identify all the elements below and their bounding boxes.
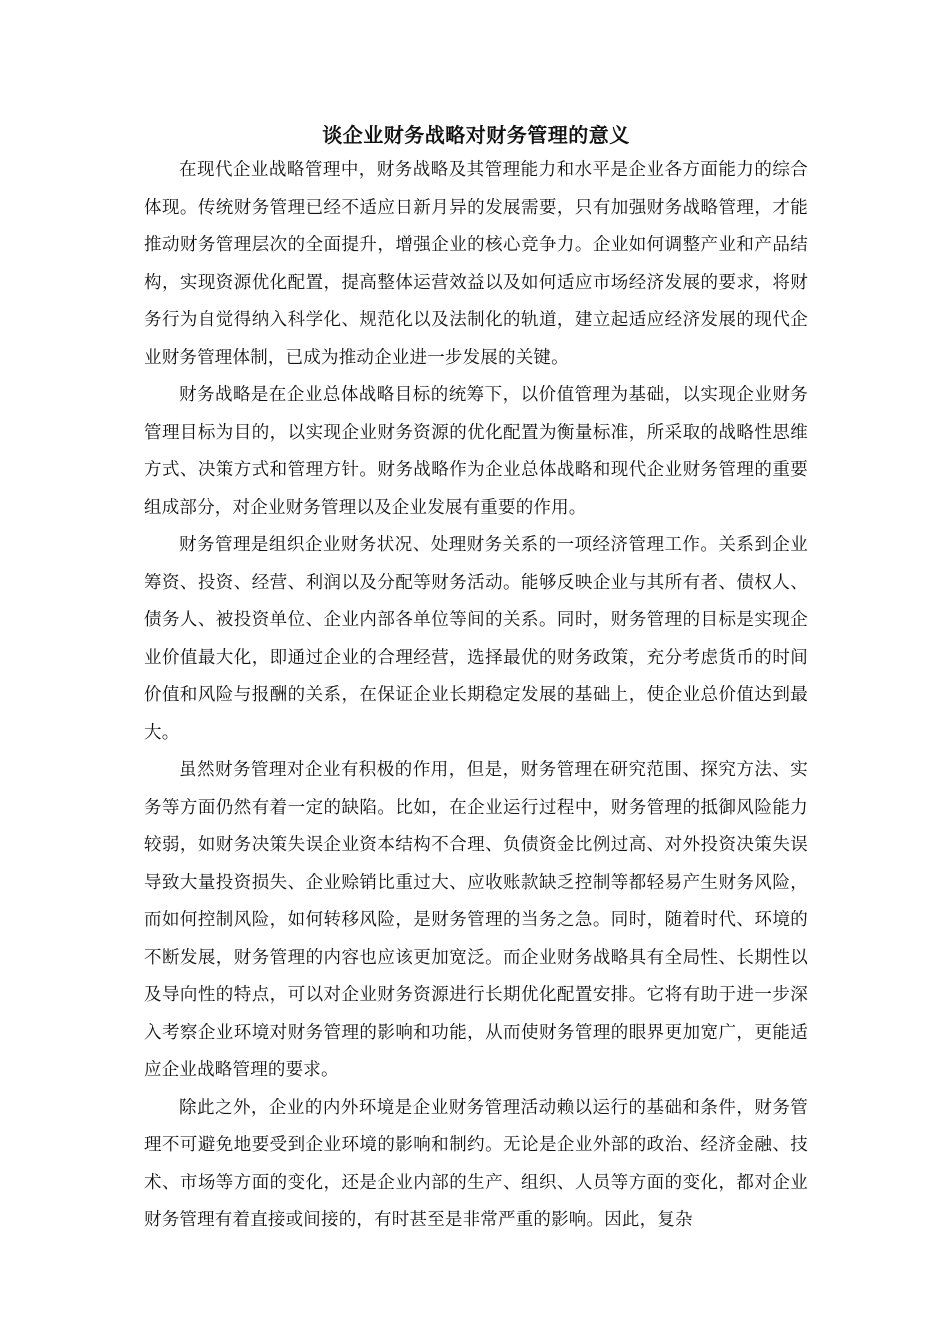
document-page: [144, 118, 808, 1240]
paragraph-4: 虽然财务管理对企业有积极的作用，但是，财务管理在研究范围、探究方法、实务等方面仍然有着一定的缺陷。比如，在企业运行过程中，财务管理的抵御风险能力较弱，如财务决策失误企业资本结构不合理、负债资金比例过高、对外投资决策失误导致大量投资损失、企业赊销比重过大、应收账款缺乏控制等都轻易产生财务风险，而如何控制风险，如何转移风险，是财务管理的当务之急。同时，随着时代、环境的不断发展，财务管理的内容也应该更加宽泛。而企业财务战略具有全局性、长期性以及导向性的特点，可以对企业财务资源进行长期优化配置安排。它将有助于进一步深入考察企业环境对财务管理的影响和功能，从而使财务管理的眼界更加宽广，更能适应企业战略管理的要求。: [144, 760, 808, 1080]
document-title: 谈企业财务战略对财务管理的意义: [322, 123, 630, 147]
paragraph-5: 除此之外，企业的内外环境是企业财务管理活动赖以运行的基础和条件，财务管理不可避免地要受到企业环境的影响和制约。无论是企业外部的政治、经济金融、技术、市场等方面的变化，还是企业内部的生产、组织、人员等方面的变化，都对企业财务管理有着直接或间接的，有时甚至是非常严重的影响。因此，复杂: [144, 1097, 808, 1230]
paragraph-3: 财务管理是组织企业财务状况、处理财务关系的一项经济管理工作。关系到企业筹资、投资、经营、利润以及分配等财务活动。能够反映企业与其所有者、债权人、债务人、被投资单位、企业内部各单位等间的关系。同时，财务管理的目标是实现企业价值最大化，即通过企业的合理经营，选择最优的财务政策，充分考虑货币的时间价值和风险与报酬的关系，在保证企业长期稳定发展的基础上，使企业总价值达到最大。: [144, 535, 808, 743]
paragraph-2: 财务战略是在企业总体战略目标的统筹下，以价值管理为基础，以实现企业财务管理目标为目的，以实现企业财务资源的优化配置为衡量标准，所采取的战略性思维方式、决策方式和管理方针。财务战略作为企业总体战略和现代企业财务管理的重要组成部分，对企业财务管理以及企业发展有重要的作用。: [144, 385, 808, 518]
paragraph-1: 在现代企业战略管理中，财务战略及其管理能力和水平是企业各方面能力的综合体现。传统财务管理已经不适应日新月异的发展需要，只有加强财务战略管理，才能推动财务管理层次的全面提升，增强企业的核心竞争力。企业如何调整产业和产品结构，实现资源优化配置，提高整体运营效益以及如何适应市场经济发展的要求，将财务行为自觉得纳入科学化、规范化以及法制化的轨道，建立起适应经济发展的现代企业财务管理体制，已成为推动企业进一步发展的关键。: [144, 160, 808, 368]
